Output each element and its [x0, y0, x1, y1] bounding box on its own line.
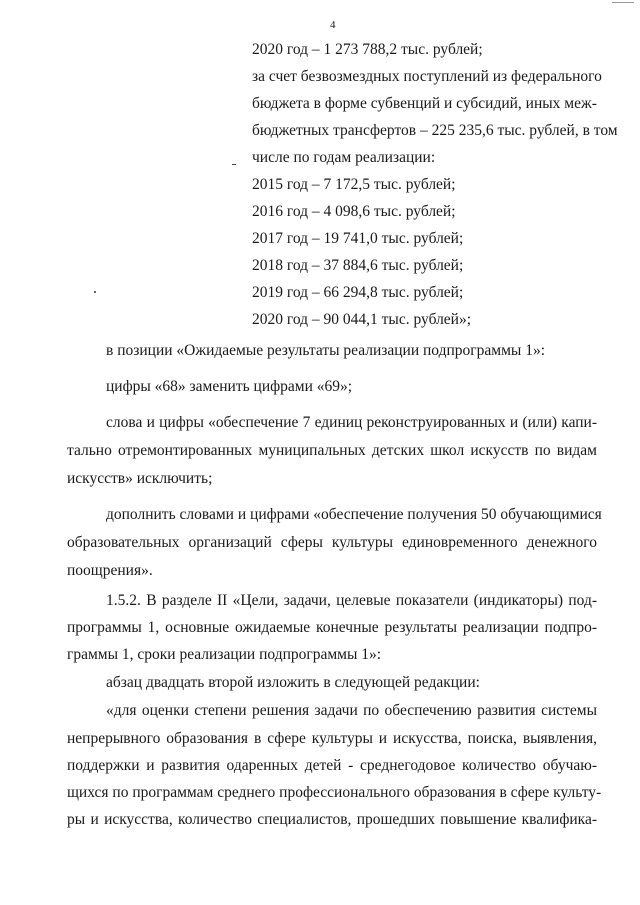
budget-line-2019: 2019 год – 66 294,8 тыс. рублей;: [252, 284, 464, 301]
budget-line-subventions: бюджета в форме субвенций и субсидий, иных меж-: [252, 95, 597, 112]
paragraph-quote-line-5: ры и искусства, количество специалистов, прошедших повышение квалифика-: [67, 811, 597, 828]
paragraph-quote-line-3: поддержки и развития одаренных детей - среднегодовое количество обучаю-: [67, 757, 597, 774]
paragraph-supplement-line-3: поощрения».: [67, 562, 153, 579]
budget-line-2017: 2017 год – 19 741,0 тыс. рублей;: [252, 230, 464, 247]
paragraph-supplement-line-1: дополнить словами и цифрами «обеспечение получения 50 обучающимися: [106, 506, 602, 523]
paragraph-section-2-line-1: 1.5.2. В разделе II «Цели, задачи, целевые показатели (индикаторы) под-: [106, 592, 597, 609]
paragraph-quote-line-1: «для оценки степени решения задачи по обеспечению развития системы: [106, 702, 597, 719]
budget-line-2020-federal: 2020 год – 90 044,1 тыс. рублей»;: [252, 311, 472, 328]
paragraph-expected-results: в позиции «Ожидаемые результаты реализации подпрограммы 1»:: [106, 342, 545, 359]
scan-speck: [94, 291, 96, 293]
budget-line-transfers: бюджетных трансфертов – 225 235,6 тыс. рублей, в том: [252, 122, 618, 139]
budget-line-federal: за счет безвозмездных поступлений из федерального: [252, 68, 602, 85]
scan-edge-mark: [612, 0, 634, 3]
scan-speck: [232, 164, 236, 165]
paragraph-words-figures-line-3: искусств» исключить;: [67, 470, 213, 487]
paragraph-replace-figures: цифры «68» заменить цифрами «69»;: [106, 378, 353, 395]
budget-line-2016: 2016 год – 4 098,6 тыс. рублей;: [252, 203, 456, 220]
paragraph-section-2-line-2: программы 1, основные ожидаемые конечные результаты реализации подпро-: [67, 619, 597, 636]
paragraph-quote-line-4: щихся по программам среднего профессионального образования в сфере культу-: [67, 784, 602, 801]
paragraph-supplement-line-2: образовательных организаций сферы культуры единовременного денежного: [67, 534, 597, 551]
budget-line-2018: 2018 год – 37 884,6 тыс. рублей;: [252, 257, 464, 274]
page-number: 4: [330, 19, 336, 31]
paragraph-abzac: абзац двадцать второй изложить в следующей редакции:: [106, 674, 480, 691]
budget-line-by-years: числе по годам реализации:: [252, 149, 436, 166]
paragraph-quote-line-2: непрерывного образования в сфере культуры и искусства, поиска, выявления,: [67, 730, 597, 747]
budget-line-2015: 2015 год – 7 172,5 тыс. рублей;: [252, 176, 456, 193]
paragraph-words-figures-line-2: тально отремонтированных муниципальных детских школ искусств по видам: [67, 442, 597, 459]
paragraph-words-figures-line-1: слова и цифры «обеспечение 7 единиц реконструированных и (или) капи-: [106, 414, 597, 431]
budget-line-2020-total: 2020 год – 1 273 788,2 тыс. рублей;: [252, 41, 483, 58]
paragraph-section-2-line-3: граммы 1, сроки реализации подпрограммы 1»:: [67, 646, 382, 663]
